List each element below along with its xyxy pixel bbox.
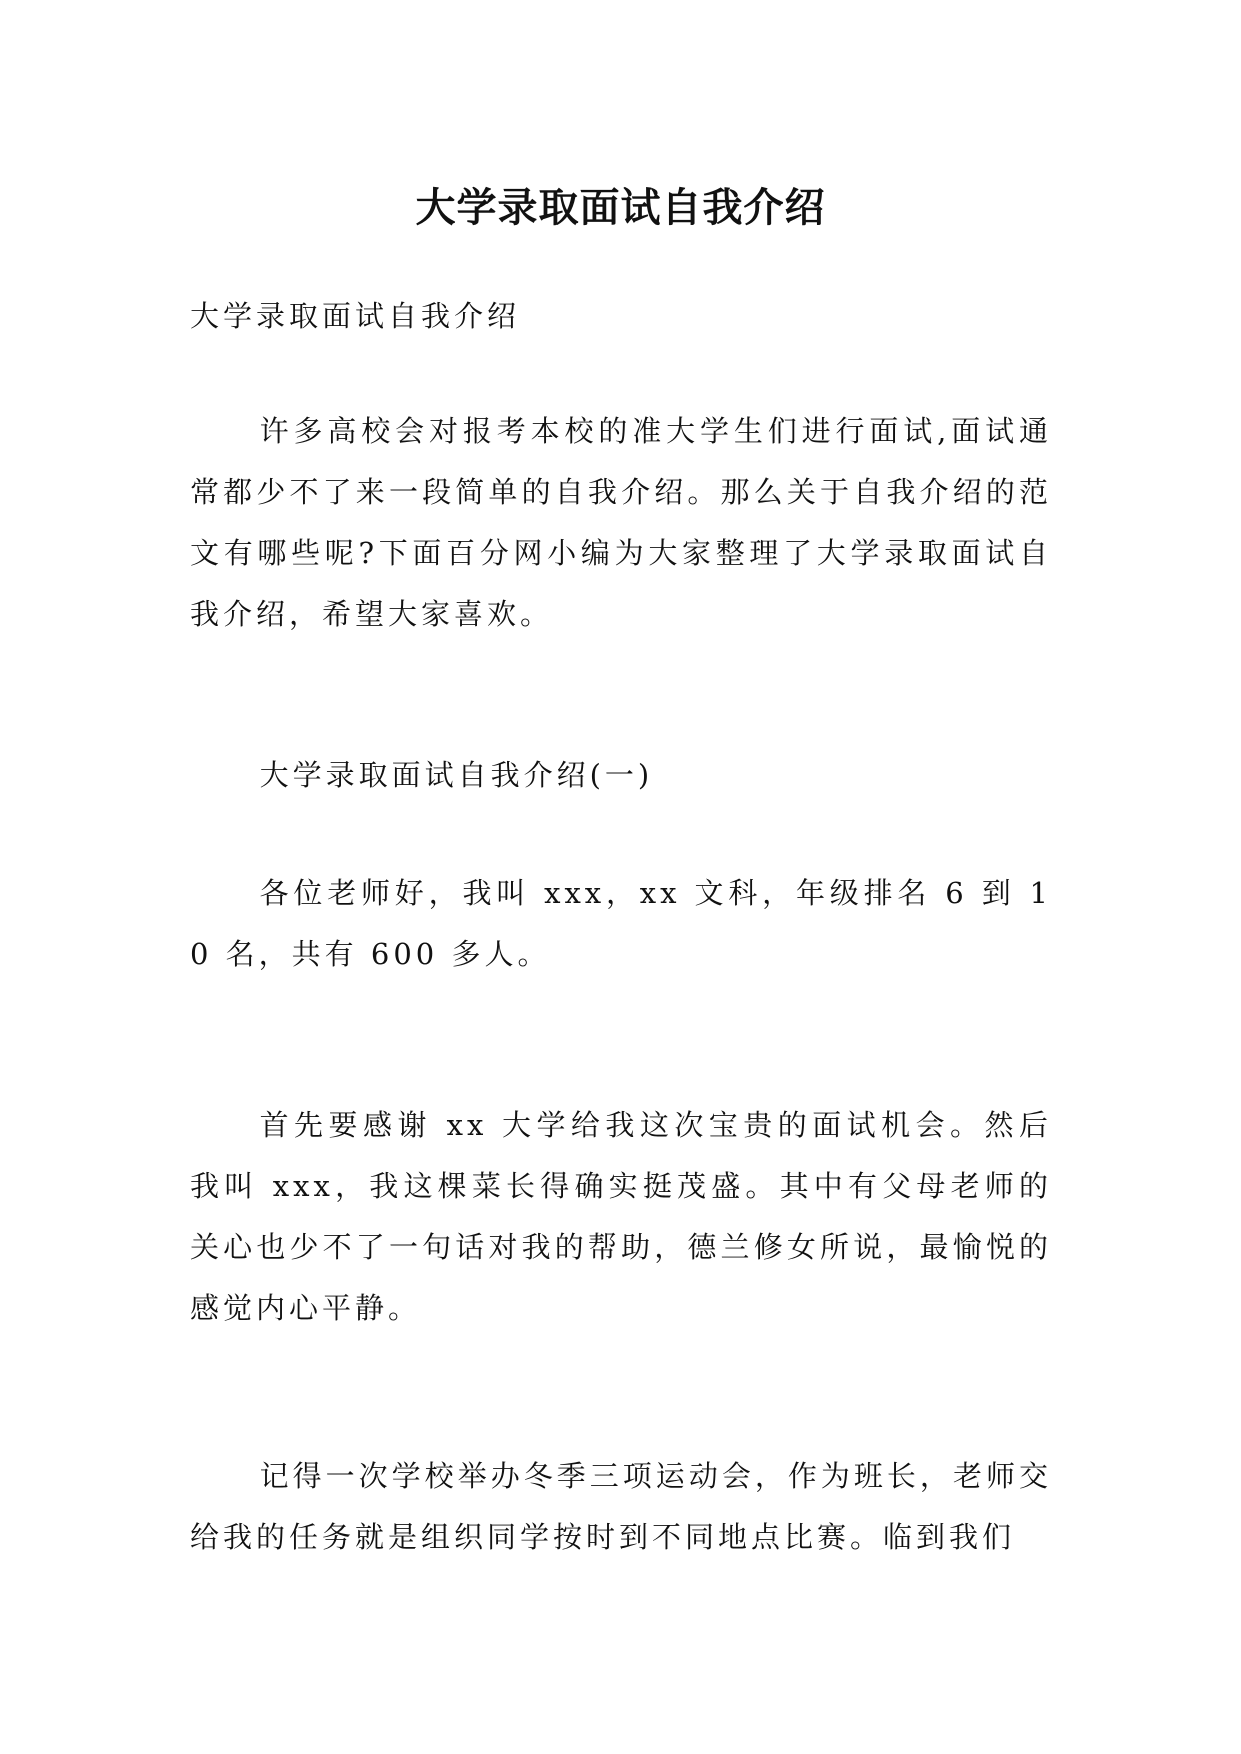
body-paragraph: 首先要感谢 xx 大学给我这次宝贵的面试机会。然后我叫 xxx，我这棵菜长得确实挺茂盛。其中有父母老师的关心也少不了一句话对我的帮助，德兰修女所说，最愉悦的感觉内心平静。 xyxy=(190,1108,1052,1325)
body-paragraph: 各位老师好，我叫 xxx，xx 文科，年级排名 6 到 10 名，共有 600 多人。 xyxy=(190,876,1052,971)
body-paragraph: 记得一次学校举办冬季三项运动会，作为班长，老师交给我的任务就是组织同学按时到不同地点比赛。临到我们 xyxy=(190,1459,1052,1554)
intro-paragraph: 许多高校会对报考本校的准大学生们进行面试,面试通常都少不了来一段简单的自我介绍。那么关于自我介绍的范文有哪些呢?下面百分网小编为大家整理了大学录取面试自我介绍，希望大家喜欢。 xyxy=(190,414,1052,631)
document-subtitle: 大学录取面试自我介绍 xyxy=(190,299,521,333)
section-heading: 大学录取面试自我介绍(一) xyxy=(259,758,654,792)
document-title: 大学录取面试自我介绍 xyxy=(415,184,826,231)
